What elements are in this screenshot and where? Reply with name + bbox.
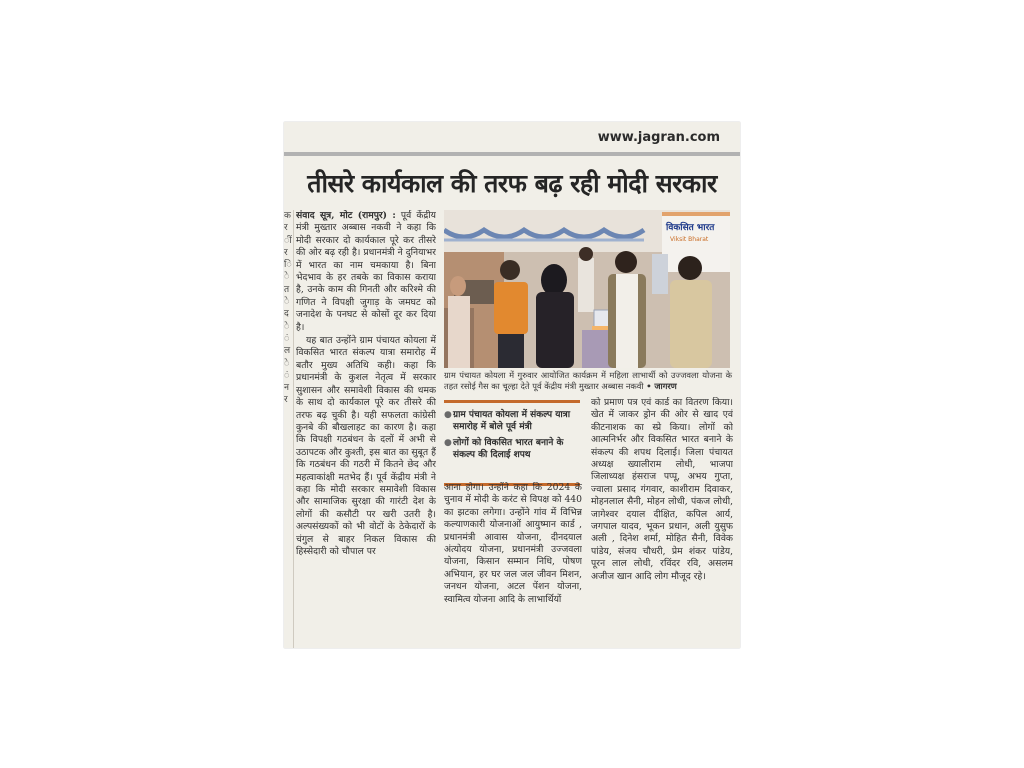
article-column-middle — [444, 482, 582, 648]
bullet-icon: ● — [444, 410, 452, 420]
edge-char: ल — [284, 346, 291, 357]
banner-subtext: Viksit Bharat — [670, 236, 709, 243]
top-rule — [284, 152, 740, 156]
newspaper-clipping — [284, 122, 740, 648]
highlight-item — [444, 409, 580, 433]
news-photo — [444, 210, 730, 368]
photo-caption — [444, 370, 732, 392]
site-url: www.jagran.com — [597, 130, 720, 145]
highlight-item — [444, 437, 580, 461]
edge-char: क — [284, 211, 291, 221]
edge-char: र — [284, 395, 288, 406]
edge-char: न — [284, 383, 289, 394]
photo-caption-text: ग्राम पंचायत कोयला में गुरुवार आयोजित कार्यक्रम में महिला लाभार्थी को उज्जवला योजना के तहत रसोई गैस का चूल्हा देते पूर्व केंद्रीय मंत्री मुख्तार अब्बास नकवी — [444, 370, 732, 391]
edge-char: े — [284, 297, 290, 308]
edge-char: ं — [284, 333, 290, 344]
banner-text: विकसित भारत — [666, 223, 715, 233]
edge-char: ं — [284, 370, 290, 381]
highlight-text: ग्राम पंचायत कोयला में संकल्प यात्रा समारोह में बोले पूर्व मंत्री — [453, 410, 571, 432]
edge-char: त — [284, 284, 290, 295]
edge-char: द — [284, 309, 289, 320]
edge-char: र — [284, 223, 288, 234]
edge-char: र — [284, 247, 288, 258]
article-paragraph-4: को प्रमाण पत्र एवं कार्ड का वितरण किया। खेत में जाकर ड्रोन की ओर से खाद एवं कीटनाशक का स्प्रे किया। लोगों को आत्मनिर्भर और विकसित भारत बनाने के संकल्प की शपथ दिलाई। जिला पंचायत अध्यक्ष ख्यालीराम लोधी, भाजपा जिलाध्यक्ष हंसराज पप्पू, अभय गुप्ता, ज्वाला प्रसाद गंगवार, काशीराम दिवाकर, मोहनलाल सैनी, मोहन लोधी, पंकज लोधी, जागेश्वर दयाल दीक्षित, कपिल आर्य, जगपाल यादव, भूकन प्रधान, अली युसुफ अली , दिनेश शर्मा, मोहित सैनी, विवेक पांडेय, संजय चौधरी, प्रेम शंकर पांडेय, पूरन लाल लोधी, रविंदर रवि, असलम अजीज खान आदि लोग मौजूद रहे। — [591, 397, 733, 582]
edge-char: ि — [284, 260, 292, 271]
article-paragraph-1: पूर्व केंद्रीय मंत्री मुख्तार अब्बास नकवी ने कहा कि मोदी सरकार दो कार्यकाल पूरे कर तीसरे की ओर बढ़ रही है। प्रधानमंत्री ने दुनियाभर में भारत का नाम चमकाया है। बिना भेदभाव के हर तबके का विकास कराया है, उनके काम की गिनती और करिश्मे की गणित ने विपक्षी जुगाड़ के जमघट को जनादेश के पनघट से कोसों दूर कर दिया है। — [296, 210, 436, 333]
dateline: संवाद सूत्र, मोट (रामपुर) : — [296, 210, 396, 221]
edge-char: े — [284, 272, 290, 283]
highlight-text: लोगों को विकसित भारत बनाने के संकल्प की दिलाई शपथ — [453, 438, 564, 460]
highlights-box — [444, 400, 580, 486]
article-paragraph-3: आना होगा। उन्होंने कहा कि 2024 के चुनाव में मोदी के करंट से विपक्ष को 440 का झटका लगेगा। उन्होंने गांव में विभिन्न कल्याणकारी योजनाओं आयुष्मान कार्ड , प्रधानमंत्री आवास योजना, दीनदयाल अंत्योदय योजना, प्रधानमंत्री उज्जवला योजना, किसान सम्मान निधि, पोषण अभियान, हर घर जल जल जीवन मिशन, जनधन योजना, अटल पेंशन योजना, स्वामित्व योजना आदि के लाभार्थियों — [444, 482, 582, 605]
photo-credit: • जागरण — [646, 381, 677, 391]
article-column-right — [591, 397, 733, 647]
edge-char: े — [284, 321, 290, 332]
bullet-icon: ● — [444, 438, 452, 448]
article-column-left — [296, 210, 436, 646]
adjacent-column-edge — [284, 210, 294, 648]
edge-char: े — [284, 358, 290, 369]
article-paragraph-2: यह बात उन्होंने ग्राम पंचायत कोयला में विकसित भारत संकल्प यात्रा समारोह में बतौर मुख्य अतिथि कही। कहा कि प्रधानमंत्री के कुशल नेतृत्व में सरकार सुशासन और समावेशी विकास की धमक के साथ दो कार्यकाल पूरे कर तीसरे की तरफ बढ़ चुकी है। यही सफलता कांग्रेसी कुनबे की बौखलाहट का कारण है। कहा कि विपक्षी गठबंधन के दलों में अभी से उठापटक और कुश्ती, इस बात का सुबूत हैं कि गठबंधन की गठरी में कितने छेद और महत्वाकांक्षी मतभेद हैं। पूर्व केंद्रीय मंत्री ने कहा कि मोदी सरकार समावेशी विकास और सामाजिक सुरक्षा की गारंटी देश के लोगों की कसौटी पर खरी उतरी है। अल्पसंख्यकों को भी वोटों के ठेकेदारों के चंगुल से बाहर निकल विकास की हिस्सेदारी को चौपाल पर — [296, 335, 436, 557]
headline: तीसरे कार्यकाल की तरफ बढ़ रही मोदी सरकार — [307, 169, 717, 198]
edge-char: ीं — [284, 235, 292, 246]
event-photo-illustration — [444, 210, 730, 368]
